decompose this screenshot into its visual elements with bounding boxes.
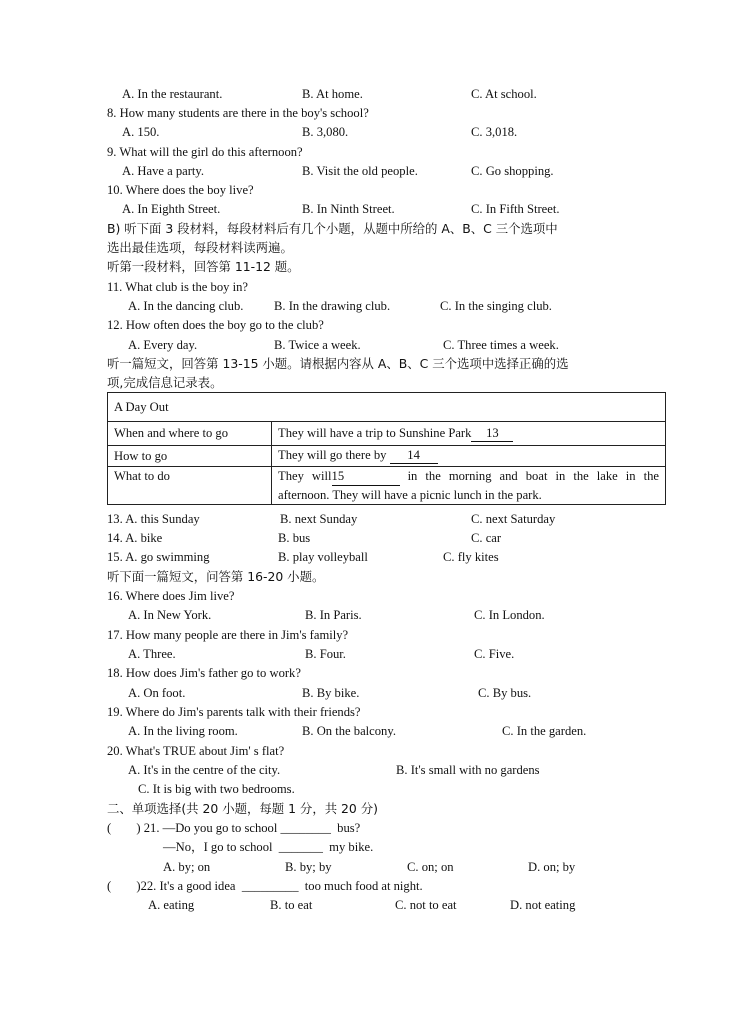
q15-option-c: C. fly kites — [443, 550, 499, 564]
row2-text: They will go there by — [278, 448, 390, 462]
q10-option-b: B. In Ninth Street. — [302, 202, 395, 216]
section-b-instruction-2: 选出最佳选项，每段材料读两遍。 — [107, 240, 293, 255]
q18-option-b: B. By bike. — [302, 686, 360, 700]
q22-option-c: C. not to eat — [395, 898, 457, 912]
q11-option-a: A. In the dancing club. — [128, 299, 244, 313]
q19-stem: 19. Where do Jim's parents talk with their friends? — [107, 705, 361, 719]
q16-option-c: C. In London. — [474, 608, 545, 622]
q19-option-a: A. In the living room. — [128, 724, 238, 738]
q20-stem: 20. What's TRUE about Jim' s flat? — [107, 744, 285, 758]
q10-option-a: A. In Eighth Street. — [122, 202, 221, 216]
q7-option-a: A. In the restaurant. — [122, 87, 223, 101]
q8-option-c: C. 3,018. — [471, 125, 518, 139]
passage2-instruction-2: 项,完成信息记录表。 — [107, 375, 223, 390]
q20-option-b: B. It's small with no gardens — [396, 763, 540, 777]
q9-option-b: B. Visit the old people. — [302, 164, 418, 178]
q10-option-c: C. In Fifth Street. — [471, 202, 560, 216]
row3-post: in the morning and boat in the lake in the — [407, 469, 659, 483]
q12-stem: 12. How often does the boy go to the club? — [107, 318, 324, 332]
row-content — [272, 446, 666, 467]
q21-option-c: C. on; on — [407, 860, 454, 874]
info-record-table — [107, 392, 666, 505]
section-b-instruction-3: 听第一段材料，回答第 11-12 题。 — [107, 259, 300, 274]
q9-option-a: A. Have a party. — [122, 164, 205, 178]
q22-option-d: D. not eating — [510, 898, 576, 912]
q21-option-a: A. by; on — [163, 860, 211, 874]
q20-option-c: C. It is big with two bedrooms. — [138, 782, 295, 796]
q14-option-a: 14. A. bike — [107, 531, 163, 545]
q17-option-c: C. Five. — [474, 647, 515, 661]
q14-option-b: B. bus — [278, 531, 311, 545]
q16-option-a: A. In New York. — [128, 608, 212, 622]
q18-option-a: A. On foot. — [128, 686, 186, 700]
table-row — [108, 446, 666, 467]
q8-option-a: A. 150. — [122, 125, 160, 139]
q22-option-a: A. eating — [148, 898, 195, 912]
q20-option-a: A. It's in the centre of the city. — [128, 763, 281, 777]
q11-option-c: C. In the singing club. — [440, 299, 552, 313]
q21-line-2: —No，I go to school _______ my bike. — [163, 840, 374, 854]
q19-option-b: B. On the balcony. — [302, 724, 396, 738]
q7-option-c: C. At school. — [471, 87, 537, 101]
row3-line-1 — [278, 467, 659, 486]
q13-option-b: B. next Sunday — [280, 512, 358, 526]
table-row — [108, 422, 666, 446]
table-title: A Day Out — [108, 393, 666, 422]
q17-stem: 17. How many people are there in Jim's family? — [107, 628, 349, 642]
section-b-instruction-1: B) 听下面 3 段材料，每段材料后有几个小题，从题中所给的 A、B、C 三个选项中 — [107, 221, 558, 236]
q19-option-c: C. In the garden. — [502, 724, 587, 738]
row3-pre: They will — [278, 469, 332, 483]
q7-option-b: B. At home. — [302, 87, 363, 101]
q11-option-b: B. In the drawing club. — [274, 299, 391, 313]
q22-option-b: B. to eat — [270, 898, 313, 912]
q17-option-b: B. Four. — [305, 647, 346, 661]
row-content — [272, 467, 666, 505]
row1-text: They will have a trip to Sunshine Park — [278, 425, 472, 440]
q11-stem: 11. What club is the boy in? — [107, 280, 248, 294]
q14-option-c: C. car — [471, 531, 502, 545]
row-label: How to go — [108, 446, 272, 467]
q9-option-c: C. Go shopping. — [471, 164, 554, 178]
row-content — [272, 422, 666, 446]
q18-option-c: C. By bus. — [478, 686, 532, 700]
q17-option-a: A. Three. — [128, 647, 176, 661]
passage3-instruction: 听下面一篇短文，问答第 16-20 小题。 — [107, 569, 325, 584]
q12-option-b: B. Twice a week. — [274, 338, 361, 352]
q8-stem: 8. How many students are there in the boy's school? — [107, 106, 369, 120]
q13-option-a: 13. A. this Sunday — [107, 512, 200, 526]
row3-line-2: afternoon. They will have a picnic lunch in the park. — [278, 488, 542, 502]
blank-14[interactable]: 14 — [390, 448, 438, 464]
q15-option-b: B. play volleyball — [278, 550, 368, 564]
q16-stem: 16. Where does Jim live? — [107, 589, 235, 603]
blank-15[interactable]: 15 — [332, 467, 400, 486]
q10-stem: 10. Where does the boy live? — [107, 183, 254, 197]
q13-option-c: C. next Saturday — [471, 512, 556, 526]
row-label: When and where to go — [108, 422, 272, 446]
table-row — [108, 467, 666, 505]
q16-option-b: B. In Paris. — [305, 608, 362, 622]
q15-option-a: 15. A. go swimming — [107, 550, 210, 564]
passage2-instruction-1: 听一篇短文，回答第 13-15 小题。请根据内容从 A、B、C 三个选项中选择正确的选 — [107, 356, 569, 371]
q21-option-b: B. by; by — [285, 860, 332, 874]
part2-title: 二、单项选择(共 20 小题，每题 1 分，共 20 分) — [107, 801, 378, 816]
q22-stem: ( )22. It's a good idea _________ too much food at night. — [107, 879, 423, 893]
blank-13[interactable]: 13 — [471, 426, 513, 442]
q21-option-d: D. on; by — [528, 860, 576, 874]
row-label: What to do — [108, 467, 272, 505]
q8-option-b: B. 3,080. — [302, 125, 349, 139]
q12-option-a: A. Every day. — [128, 338, 198, 352]
q18-stem: 18. How does Jim's father go to work? — [107, 666, 301, 680]
q21-stem: ( ) 21. —Do you go to school ________ bus? — [107, 821, 361, 835]
q12-option-c: C. Three times a week. — [443, 338, 559, 352]
q9-stem: 9. What will the girl do this afternoon? — [107, 145, 303, 159]
